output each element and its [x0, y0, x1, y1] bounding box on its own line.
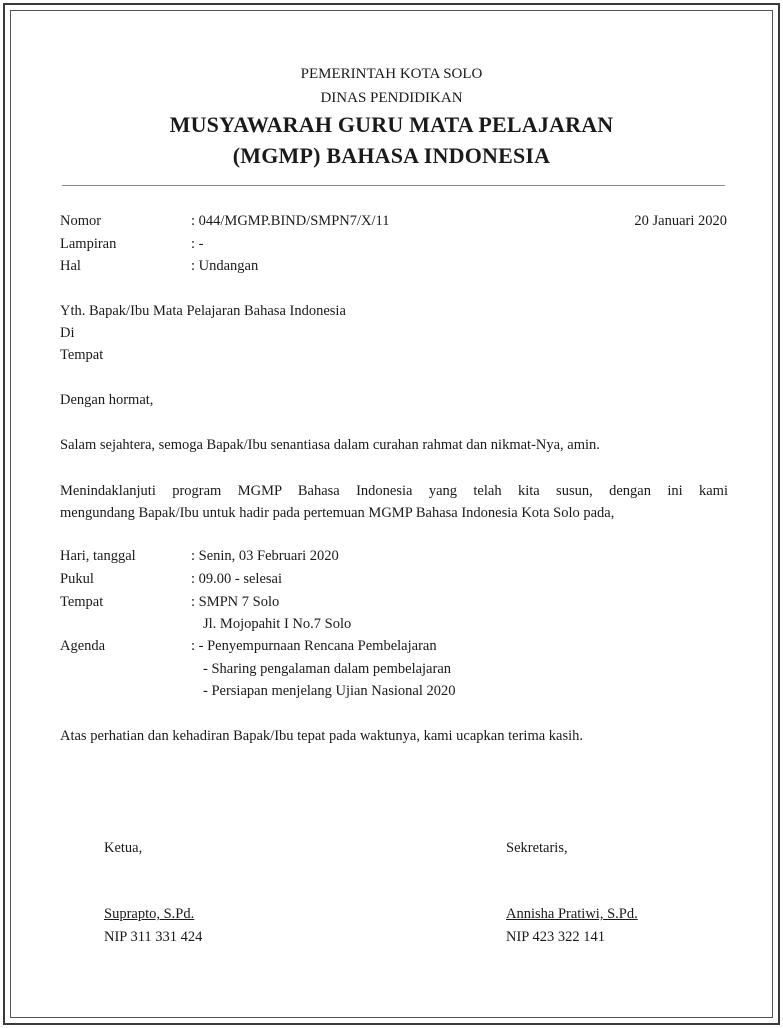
salam-paragraph: Salam sejahtera, semoga Bapak/Ibu senantiasa dalam curahan rahmat dan nikmat-Nya, amin. — [60, 437, 600, 453]
closing-paragraph: Atas perhatian dan kehadiran Bapak/Ibu tepat pada waktunya, kami ucapkan terima kasih. — [60, 728, 584, 744]
nomor-value: : 044/MGMP.BIND/SMPN7/X/11 — [191, 213, 390, 229]
lampiran-value: : - — [191, 236, 204, 252]
letterhead-department: DINAS PENDIDIKAN — [320, 90, 463, 106]
signature-right-title: Sekretaris, — [506, 840, 568, 856]
signature-right-nip: NIP 423 322 141 — [506, 929, 605, 945]
lampiran-label: Lampiran — [60, 236, 117, 252]
recipient-di: Di — [60, 325, 75, 341]
pukul-label: Pukul — [60, 571, 94, 587]
hal-label: Hal — [60, 258, 81, 274]
agenda-item: : - Penyempurnaan Rencana Pembelajaran — [191, 638, 437, 654]
greeting: Dengan hormat, — [60, 392, 154, 408]
tempat-value: : SMPN 7 Solo — [191, 594, 280, 610]
signature-left-nip: NIP 311 331 424 — [104, 929, 203, 945]
hari-label: Hari, tanggal — [60, 548, 136, 564]
recipient-line: Yth. Bapak/Ibu Mata Pelajaran Bahasa Indonesia — [60, 303, 346, 319]
paragraph-line-1: Menindaklanjuti program MGMP Bahasa Indonesia yang telah kita susun, dengan ini kami — [60, 483, 728, 499]
letterhead-divider — [62, 185, 725, 186]
signature-left-title: Ketua, — [104, 840, 143, 856]
agenda-item: - Persiapan menjelang Ujian Nasional 2020 — [203, 683, 456, 699]
agenda-item: - Sharing pengalaman dalam pembelajaran — [203, 661, 452, 677]
nomor-label: Nomor — [60, 213, 102, 229]
signature-right-name: Annisha Pratiwi, S.Pd. — [506, 906, 638, 922]
hal-value: : Undangan — [191, 258, 259, 274]
pukul-value: : 09.00 - selesai — [191, 571, 283, 587]
letterhead-organization: MUSYAWARAH GURU MATA PELAJARAN — [169, 112, 614, 137]
recipient-place: Tempat — [60, 347, 104, 363]
tempat-label: Tempat — [60, 594, 104, 610]
tempat-address: Jl. Mojopahit I No.7 Solo — [203, 616, 352, 632]
signature-left-name: Suprapto, S.Pd. — [104, 906, 195, 922]
letter-date: 20 Januari 2020 — [634, 213, 727, 229]
agenda-label: Agenda — [60, 638, 106, 654]
hari-value: : Senin, 03 Februari 2020 — [191, 548, 339, 564]
letterhead-government: PEMERINTAH KOTA SOLO — [300, 66, 483, 82]
paragraph-line-2: mengundang Bapak/Ibu untuk hadir pada pertemuan MGMP Bahasa Indonesia Kota Solo pada, — [60, 505, 615, 521]
letterhead-subject: (MGMP) BAHASA INDONESIA — [232, 143, 551, 168]
